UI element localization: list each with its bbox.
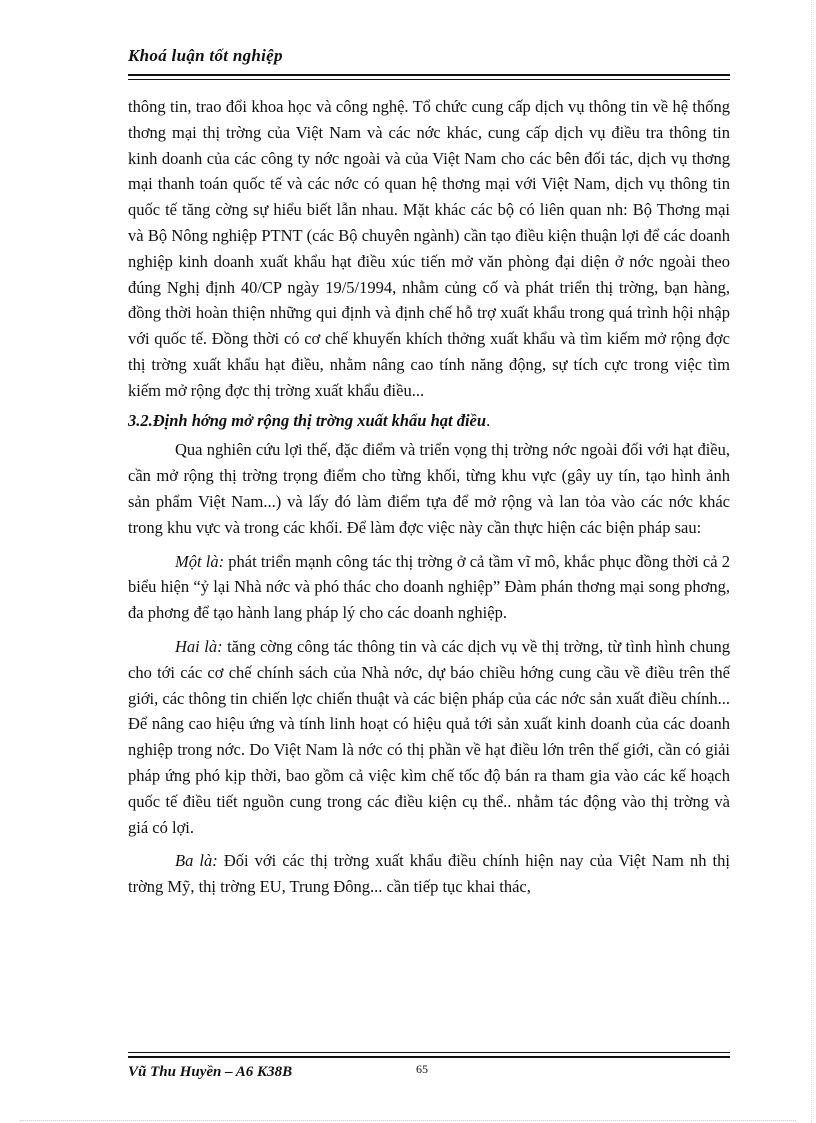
page-edge-right xyxy=(811,0,812,1123)
paragraph-hai-la xyxy=(128,634,730,840)
header-title: Khoá luận tốt nghiệp xyxy=(128,46,283,65)
footer-rule-thick xyxy=(128,1056,730,1058)
section-heading xyxy=(128,408,730,434)
header-rule-thick xyxy=(128,74,730,76)
hai-la-text: tăng cờng công tác thông tin và các dịch vụ về thị trờng, từ tình hình chung cho tới các cơ chế chính sách của Nhà nớc, dự báo chiều hớng cung cầu về điều trên thế giới, các thông tin chiến lợc chiến thuật và các biện pháp của các nớc sản xuất điều chính... Để nâng cao hiệu ứng và tính linh hoạt có hiệu quả tới sản xuất kinh doanh của các doanh nghiệp trong nớc. Do Việt Nam là nớc có thị phần về hạt điều lớn trên thế giới, cần có giải pháp ứng phó kịp thời, bao gồm cả việc kìm chế tốc độ bán ra tham gia vào các kế hoạch quốc tế điều tiết nguồn cung trong các điều kiện cụ thể.. nhằm tác động vào thị trờng và giá có lợi. xyxy=(128,636,730,837)
paragraph-intro: thông tin, trao đổi khoa học và công nghệ. Tổ chức cung cấp dịch vụ thông tin về hệ thống thơng mại thị trờng của Việt Nam và các nớc khác, cung cấp dịch vụ điều tra thông tin kinh doanh của các công ty nớc ngoài và của Việt Nam cho các bên đối tác, dịch vụ thơng mại thanh toán quốc tế và các nớc có quan hệ thơng mại với Việt Nam, dịch vụ thông tin quốc tế tăng cờng sự hiểu biết lẫn nhau. Mặt khác các bộ có liên quan nh: Bộ Thơng mại và Bộ Nông nghiệp PTNT (các Bộ chuyên ngành) cần tạo điều kiện thuận lợi để các doanh nghiệp kinh doanh xuất khẩu hạt điều xúc tiến mở văn phòng đại diện ở nớc ngoài theo đúng Nghị định 40/CP ngày 19/5/1994, nhằm củng cố và phát triển thị trờng, bạn hàng, đồng thời hoàn thiện những qui định và định chế hỗ trợ xuất khẩu trong quá trình hội nhập với quốc tế. Đồng thời có cơ chế khuyến khích thởng xuất khẩu và tìm kiếm mở rộng đợc thị trờng xuất khẩu hạt điều, nhằm nâng cao tính năng động, sự tích cực trong việc tìm kiếm mở rộng đợc thị trờng xuất khẩu điều... xyxy=(128,97,730,400)
footer-author: Vũ Thu Huyền – A6 K38B xyxy=(128,1064,293,1080)
page-edge-bottom xyxy=(20,1120,796,1121)
paragraph-ba-la xyxy=(128,848,730,900)
mot-la-text: phát triển mạnh công tác thị trờng ở cả tầm vĩ mô, khắc phục đồng thời cả 2 biểu hiện “ỷ lại Nhà nớc và phó thác cho doanh nghiệp” Đàm phán thơng mại song phơng, đa phơng để tạo hành lang pháp lý cho các doanh nghiệp. xyxy=(128,551,730,623)
section-heading-text: 3.2.Định hớng mở rộng thị trờng xuất khẩu hạt điều xyxy=(128,410,487,430)
section-heading-period: . xyxy=(486,410,491,430)
paragraph-qua: Qua nghiên cứu lợi thế, đặc điểm và triển vọng thị trờng nớc ngoài đối với hạt điều, cần mở rộng thị trờng trọng điểm cho từng khối, từng khu vực (gây uy tín, tạo hình ảnh sản phẩm Việt Nam...) và lấy đó làm điểm tựa để mở rộng và lan tỏa vào các nớc khác trong khu vực và trong các khối. Để làm đợc việc này cần thực hiện các biện pháp sau: xyxy=(128,440,730,537)
ba-la-text: Đối với các thị trờng xuất khẩu điều chính hiện nay của Việt Nam nh thị trờng Mỹ, thị trờng EU, Trung Đông... cần tiếp tục khai thác, xyxy=(128,851,730,897)
page-body xyxy=(128,94,730,900)
mot-la-lead: Một là: xyxy=(175,551,225,571)
footer-rule-thin xyxy=(128,1052,730,1053)
ba-la-lead: Ba là: xyxy=(175,851,218,871)
header-rule-thin xyxy=(128,79,730,80)
paragraph-mot-la xyxy=(128,549,730,626)
page-number: 65 xyxy=(416,1062,428,1076)
hai-la-lead: Hai là: xyxy=(175,636,223,656)
